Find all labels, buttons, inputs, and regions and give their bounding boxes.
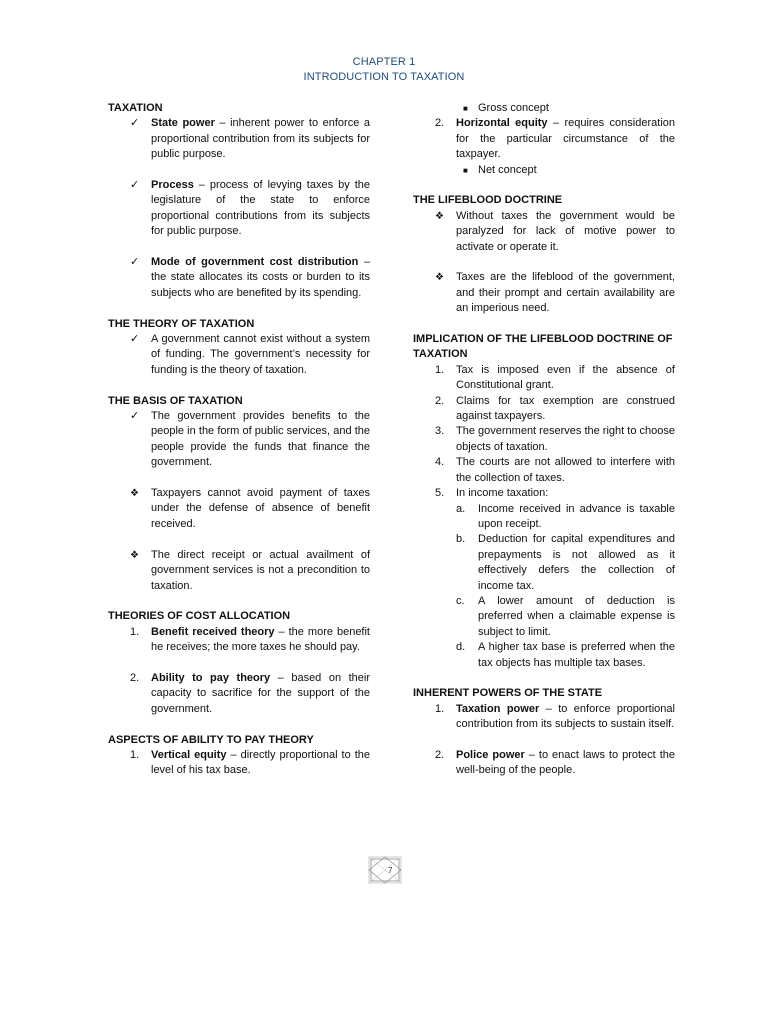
item-letter: a. bbox=[456, 502, 466, 515]
list-item bbox=[108, 748, 370, 779]
item-number: 1. bbox=[130, 748, 140, 761]
item-text: Without taxes the government would be paralyzed for lack of motive power to activate or operate it. bbox=[456, 209, 675, 253]
item-text: Income received in advance is taxable upon receipt. bbox=[478, 502, 675, 530]
diamond-bullet-icon: ❖ bbox=[435, 272, 444, 284]
item-text: Gross concept bbox=[478, 102, 549, 114]
section-heading-implication: IMPLICATION OF THE LIFEBLOOD DOCTRINE OF TAXATION bbox=[413, 333, 673, 361]
item-number: 2. bbox=[435, 117, 445, 130]
definition: – based on their capacity to sacrifice for the support of the government. bbox=[151, 671, 370, 715]
diamond-bullet-icon: ❖ bbox=[130, 549, 139, 561]
term: Process bbox=[151, 179, 194, 192]
item-letter: c. bbox=[456, 594, 465, 607]
list-item bbox=[413, 116, 675, 162]
definition: – process of levying taxes by the legislature of the state to enforce proportional contributions from its subjects for public purpose. bbox=[151, 179, 370, 238]
item-number: 1. bbox=[130, 625, 140, 638]
checkmark-icon: ✓ bbox=[130, 410, 140, 423]
chapter-label: CHAPTER 1 bbox=[352, 56, 416, 68]
item-text: A government cannot exist without a system of funding. The government’s necessity for funding is the theory of taxation. bbox=[151, 333, 370, 376]
item-text: Tax is imposed even if the absence of Constitutional grant. bbox=[456, 363, 675, 392]
square-bullet-icon: ■ bbox=[463, 104, 468, 113]
list-item bbox=[413, 424, 675, 455]
item-text: A lower amount of deduction is preferred when a claimable expense is subject to limit. bbox=[478, 594, 675, 638]
item-letter: d. bbox=[456, 641, 466, 654]
list-item bbox=[413, 163, 675, 178]
item-letter: b. bbox=[456, 533, 466, 546]
definition: – directly proportional to the level of his tax base. bbox=[151, 748, 370, 777]
definition: – the more benefit he receives; the more taxes he should pay. bbox=[151, 625, 370, 654]
definition: – to enforce proportional contribution from its subjects to sustain itself. bbox=[456, 702, 675, 731]
term: Horizontal equity bbox=[456, 117, 548, 130]
term: Benefit received theory bbox=[151, 625, 275, 638]
item-number: 1. bbox=[435, 363, 445, 376]
left-column bbox=[108, 101, 370, 779]
list-item bbox=[413, 363, 675, 394]
item-text: The government provides benefits to the people in the form of public services, and the people provide the funds that finance the government. bbox=[151, 410, 370, 469]
section-heading-powers: INHERENT POWERS OF THE STATE bbox=[413, 687, 603, 700]
list-item bbox=[108, 332, 370, 378]
sub-list-item bbox=[413, 640, 675, 671]
diamond-bullet-icon: ❖ bbox=[130, 488, 139, 500]
list-item bbox=[413, 101, 675, 116]
sub-list-item bbox=[413, 502, 675, 533]
right-column bbox=[413, 101, 675, 779]
item-number: 2. bbox=[435, 394, 445, 407]
sub-list-item bbox=[413, 532, 675, 594]
section-heading-cost-allocation: THEORIES OF COST ALLOCATION bbox=[108, 610, 291, 623]
definition: – the state allocates its costs or burden to its subjects who are benefited by its spending. bbox=[151, 256, 370, 299]
item-number: 2. bbox=[435, 748, 445, 761]
item-text: Deduction for capital expenditures and prepayments is not allowed as it effectively defers the collection of income tax. bbox=[478, 533, 675, 592]
item-number: 2. bbox=[130, 671, 140, 684]
list-item bbox=[108, 548, 370, 594]
list-item bbox=[108, 486, 370, 532]
term: Ability to pay theory bbox=[151, 671, 271, 684]
item-number: 3. bbox=[435, 425, 445, 438]
list-item bbox=[108, 671, 370, 717]
list-item bbox=[108, 625, 370, 656]
list-item bbox=[413, 270, 675, 316]
term: State power bbox=[151, 117, 215, 130]
item-text: Taxes are the lifeblood of the government, and their prompt and certain availability are an imperious need. bbox=[456, 271, 675, 315]
item-text: The government reserves the right to choose objects of taxation. bbox=[456, 425, 675, 453]
checkmark-icon: ✓ bbox=[130, 333, 140, 346]
page-number: 7 bbox=[388, 866, 393, 875]
section-heading-lifeblood: THE LIFEBLOOD DOCTRINE bbox=[413, 194, 563, 207]
term: Vertical equity bbox=[151, 748, 227, 761]
item-number: 5. bbox=[435, 487, 445, 500]
section-heading-taxation: TAXATION bbox=[108, 102, 163, 114]
list-item bbox=[413, 394, 675, 425]
definition: – requires consideration for the particular circumstance of the taxpayer. bbox=[456, 117, 675, 161]
section-heading-theory: THE THEORY OF TAXATION bbox=[108, 317, 255, 330]
sub-list-item bbox=[413, 594, 675, 640]
section-heading-aspects: ASPECTS OF ABILITY TO PAY THEORY bbox=[108, 733, 314, 746]
chapter-title: INTRODUCTION TO TAXATION bbox=[303, 71, 465, 83]
square-bullet-icon: ■ bbox=[463, 165, 468, 175]
item-text: A higher tax base is preferred when the tax objects has multiple tax bases. bbox=[478, 641, 675, 669]
item-text: The courts are not allowed to interfere with the collection of taxes. bbox=[456, 456, 675, 484]
list-item bbox=[108, 409, 370, 471]
checkmark-icon: ✓ bbox=[130, 117, 140, 130]
checkmark-icon: ✓ bbox=[130, 179, 140, 192]
list-item bbox=[108, 255, 370, 301]
item-text: Claims for tax exemption are construed against taxpayers. bbox=[456, 394, 675, 423]
item-number: 4. bbox=[435, 456, 445, 469]
item-text: Taxpayers cannot avoid payment of taxes under the defense of absence of benefit received. bbox=[151, 487, 370, 530]
section-heading-basis: THE BASIS OF TAXATION bbox=[108, 394, 243, 407]
list-item bbox=[413, 455, 675, 486]
checkmark-icon: ✓ bbox=[130, 256, 140, 269]
list-item bbox=[413, 702, 675, 733]
page-number-frame bbox=[368, 856, 402, 884]
list-item bbox=[413, 748, 675, 779]
term: Police power bbox=[456, 748, 525, 761]
term: Taxation power bbox=[456, 702, 540, 715]
definition: – inherent power to enforce a proportional contribution from its subjects for public purpose. bbox=[151, 117, 370, 161]
list-item bbox=[413, 209, 675, 255]
list-item bbox=[108, 116, 370, 162]
term: Mode of government cost distribution bbox=[151, 256, 359, 269]
item-number: 1. bbox=[435, 702, 445, 715]
item-text: The direct receipt or actual availment of government services is not a precondition to taxation. bbox=[151, 548, 370, 592]
item-text: In income taxation: bbox=[456, 487, 549, 500]
list-item bbox=[108, 178, 370, 240]
diamond-bullet-icon: ❖ bbox=[435, 210, 444, 222]
item-text: Net concept bbox=[478, 163, 537, 176]
definition: – to enact laws to protect the well-being of the people. bbox=[456, 748, 675, 777]
list-item bbox=[413, 486, 675, 501]
page-number-ornament bbox=[368, 856, 402, 884]
